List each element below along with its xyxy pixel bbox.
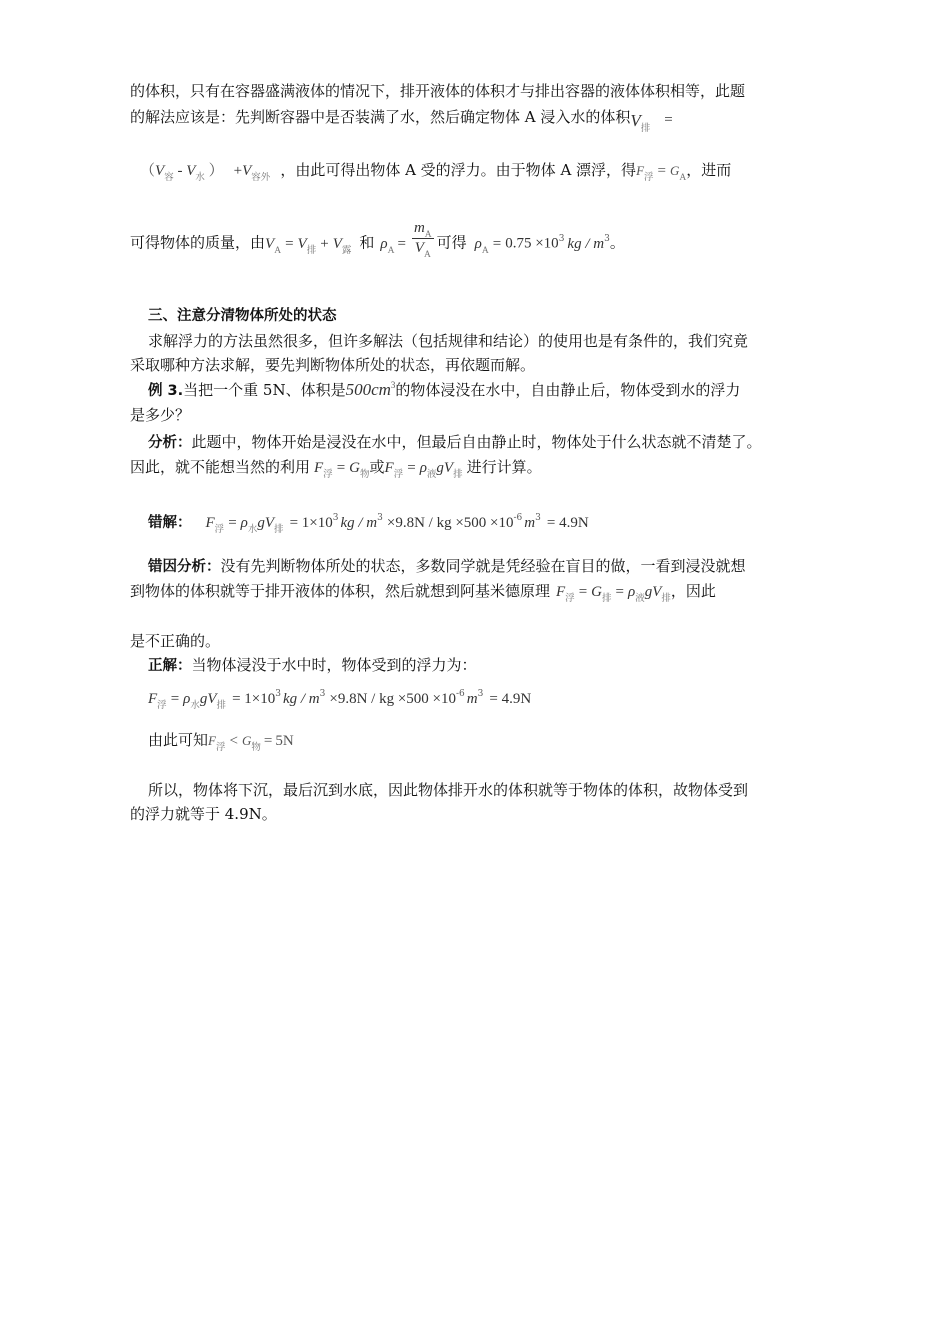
para1-line4: 可得物体的质量，由$V_A = V_排 + V_露$ 和 $\rho_A$ = $\frac{m_A}{V_A}$ 可得 $\rho_A = 0.75 \times 10^3$ kg / $m^3$。: [130, 220, 625, 260]
para1-line3: （$V_容 - V_水$ ） $+V_{容外}$ ，由此可得出物体 A 受的浮力。由于物体 A 漂浮，得$F_浮 = G_A$，进而: [140, 161, 732, 183]
word-or: 或: [369, 458, 385, 476]
para1-line1: 的体积，只有在容器盛满液体的情况下，排开液体的体积才与排出容器的液体体积相等，此题: [130, 82, 746, 100]
example3-line2: 是多少？: [130, 406, 191, 424]
word-kede: 可得: [436, 233, 467, 252]
analysis-line1: 分析：此题中，物体开始是浸没在水中，但最后自由静止时，物体处于什么状态就不清楚了。: [148, 433, 762, 451]
analysis-label: 分析：: [148, 435, 192, 451]
final-line1: 所以，物体将下沉，最后沉到水底，因此物体排开水的体积就等于物体的体积，故物体受到: [148, 781, 749, 799]
sub-rongwai: 容外: [251, 173, 271, 183]
wrong-solution: 错解： $F_浮 = \rho_水gV_排 = 1\times 10^3$ kg / $m^3 \times 9.8N$ / kg $\times 500 \times 10^{-6}$ $m^3 = 4.9N$: [148, 513, 589, 535]
conclusion-value: 5N: [275, 733, 294, 749]
formula-volume: $500cm^3$: [345, 380, 396, 399]
wrong-reason-line3: 是不正确的。: [130, 632, 221, 650]
sub-pai: 排: [640, 124, 651, 134]
wrong-reason-label: 错因分析：: [148, 559, 221, 575]
rho-value: 0.75 ×10: [505, 235, 559, 252]
sub-lu: 露: [341, 245, 352, 256]
example3-label: 例 3.: [148, 383, 184, 399]
fraction-ma-va: $\frac{m_A}{V_A}$: [413, 220, 432, 260]
wrong-reason-line1: 错因分析：没有先判断物体所处的状态，多数同学就是凭经验在盲目的做，一看到浸没就想: [148, 557, 746, 575]
formula-va: $V_A$: [265, 235, 282, 256]
analysis-line2: 因此，就不能想当然的利用 $F_浮 = G_物$或$F_浮 = \rho_液gV_排$ 进行计算。: [130, 458, 542, 480]
wrong-reason-line2: 到物体的体积就等于排开液体的体积，然后就想到阿基米德原理 $F_浮 = G_排 = \rho_液gV_排$，因此: [130, 582, 716, 604]
formula-v-rong: $V_容$: [155, 163, 174, 183]
section3-intro-line2: 采取哪种方法求解，要先判断物体所处的状态，再依题而解。: [130, 356, 536, 374]
formula-f-g: $F_浮$: [314, 460, 333, 480]
para1-line2-text: 的解法应该是：先判断容器中是否装满了水，然后确定物体 A 浸入水的体积: [130, 108, 631, 126]
para1-line4-text: 可得物体的质量，由: [130, 233, 266, 252]
formula-archimedes: $F_浮$: [556, 584, 575, 604]
final-line2: 的浮力就等于 4.9N。: [130, 805, 277, 823]
section3-heading: 三、注意分清物体所处的状态: [148, 308, 337, 324]
para1-line3-text: ，由此可得出物体 A 受的浮力。由于物体 A 漂浮，得: [280, 161, 637, 179]
correct-line1: 正解：当物体浸没于水中时，物体受到的浮力为：: [148, 656, 477, 674]
sub-shui: 水: [195, 173, 205, 183]
formula-correct: $F_浮 = \rho_水gV_排 = 1\times 10^3$ kg / $m^3 \times 9.8N$ / kg $\times 500 \times 10^{-6}$ $m^3 = 4.9N$: [148, 689, 532, 711]
para1-line2: 的解法应该是：先判断容器中是否装满了水，然后确定物体 A 浸入水的体积$V_排=$: [130, 108, 673, 134]
formula-v-pai: $V_排$: [630, 111, 651, 134]
section3-intro-line1: 求解浮力的方法虽然很多，但许多解法（包括规律和结论）的使用也是有条件的，我们究竟: [148, 332, 749, 350]
correct-label: 正解：: [148, 658, 192, 674]
formula-rho-a: $\rho_A$: [474, 235, 489, 256]
wrong-label: 错解：: [148, 515, 192, 531]
example3-line1: 例 3.当把一个重 5N、体积是$500cm^3$的物体浸没在水中，自由静止后，物体受到水的浮力: [148, 380, 741, 399]
word-he: 和: [359, 233, 375, 252]
correct-conclusion: 由此可知$F_浮 < G_物 = 5N$: [148, 731, 294, 753]
para1-line3-end: ，进而: [686, 161, 732, 179]
formula-wrong: $F_浮$: [205, 515, 225, 535]
